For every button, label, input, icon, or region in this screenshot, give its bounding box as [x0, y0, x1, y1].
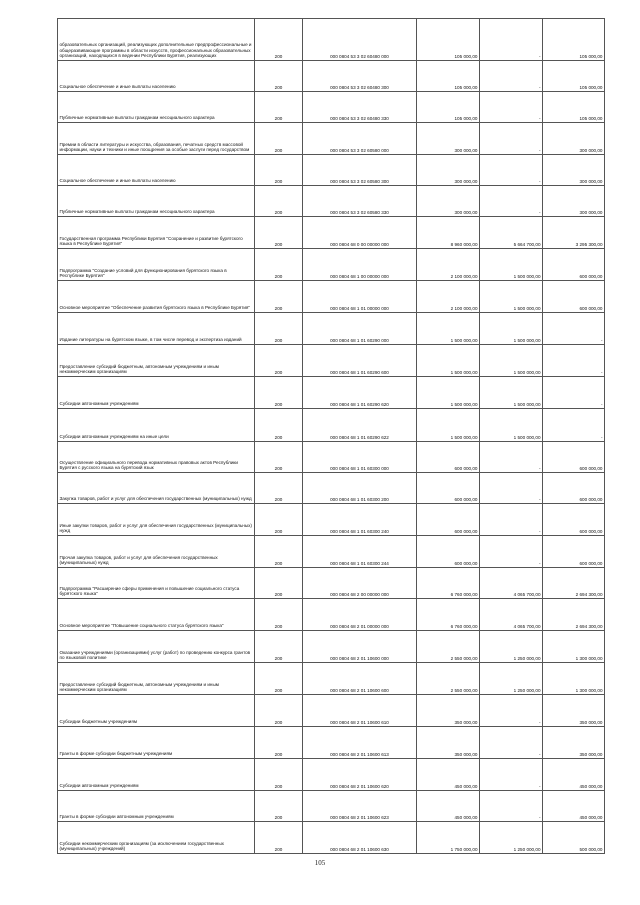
row-approved-amount: 1 500 000,00: [417, 409, 480, 442]
row-approved-amount: 2 550 000,00: [417, 663, 480, 695]
row-name-text: Закупка товаров, работ и услуг для обеспечения государственных (муниципальных) нужд: [59, 496, 252, 502]
row-executed-amount: 1 250 000,00: [480, 822, 543, 854]
row-unexecuted-amount: 600 000,00: [543, 473, 605, 504]
row-budget-code: 000 0804 53 3 02 60480 300: [303, 61, 417, 92]
row-name-text: Основное мероприятие "Повышение социального статуса бурятского языка": [59, 623, 224, 629]
row-budget-code: 000 0804 68 2 01 10600 620: [303, 759, 417, 791]
row-budget-code: 000 0804 68 1 01 60290 622: [303, 409, 417, 442]
row-unexecuted-amount: 350 000,00: [543, 727, 605, 759]
row-unexecuted-amount: 500 000,00: [543, 822, 605, 854]
row-unexecuted-amount: 600 000,00: [543, 504, 605, 536]
row-name: [58, 822, 255, 854]
row-approved-amount: 300 000,00: [417, 155, 480, 186]
row-executed-amount: -: [480, 759, 543, 791]
page-number: 105: [314, 859, 326, 867]
row-budget-code: 000 0804 53 3 02 60480 330: [303, 92, 417, 123]
row-name-text: Субсидии автономным учреждениям: [59, 783, 139, 789]
row-executed-amount: -: [480, 155, 543, 186]
row-budget-code: 000 0804 53 3 02 60580 300: [303, 155, 417, 186]
table-row: [58, 759, 605, 791]
row-executed-amount: -: [480, 186, 543, 217]
row-admin-code: 200: [255, 217, 303, 249]
row-name: [58, 19, 255, 61]
row-name-text: Осуществление официального перевода нормативных правовых актов Республики Бурятия с русского языка на бурятский язык: [59, 459, 238, 471]
row-executed-amount: 4 065 700,00: [480, 568, 543, 599]
row-name-text: Гранты в форме субсидии автономным учреждениям: [59, 814, 174, 820]
row-unexecuted-amount: 600 000,00: [543, 536, 605, 568]
row-name: [58, 568, 255, 599]
table-row: [58, 791, 605, 822]
row-executed-amount: -: [480, 92, 543, 123]
row-unexecuted-amount: 105 000,00: [543, 92, 605, 123]
row-unexecuted-amount: 105 000,00: [543, 19, 605, 61]
row-admin-code: 200: [255, 19, 303, 61]
row-admin-code: 200: [255, 663, 303, 695]
row-admin-code: 200: [255, 759, 303, 791]
row-name-text: Подпрограмма "Расширение сферы применения и повышение социального статуса бурятского языка": [59, 585, 240, 597]
row-budget-code: 000 0804 68 1 00 00000 000: [303, 249, 417, 281]
table-row: [58, 313, 605, 345]
row-executed-amount: -: [480, 123, 543, 155]
row-unexecuted-amount: 450 000,00: [543, 791, 605, 822]
row-budget-code: 000 0804 68 1 01 60290 620: [303, 377, 417, 409]
row-executed-amount: -: [480, 442, 543, 473]
row-unexecuted-amount: 2 694 300,00: [543, 599, 605, 631]
row-executed-amount: 1 500 000,00: [480, 313, 543, 345]
row-approved-amount: 1 750 000,00: [417, 822, 480, 854]
row-budget-code: 000 0804 68 1 01 60290 000: [303, 313, 417, 345]
row-name: [58, 123, 255, 155]
row-executed-amount: 1 250 000,00: [480, 663, 543, 695]
row-executed-amount: -: [480, 504, 543, 536]
row-approved-amount: 600 000,00: [417, 442, 480, 473]
row-admin-code: 200: [255, 695, 303, 727]
row-admin-code: 200: [255, 249, 303, 281]
row-name: [58, 377, 255, 409]
row-name: [58, 442, 255, 473]
row-executed-amount: -: [480, 473, 543, 504]
row-admin-code: 200: [255, 442, 303, 473]
row-name: [58, 313, 255, 345]
table-row: [58, 377, 605, 409]
row-unexecuted-amount: 300 000,00: [543, 123, 605, 155]
table-row: [58, 599, 605, 631]
row-admin-code: 200: [255, 536, 303, 568]
row-budget-code: 000 0804 68 2 01 10600 610: [303, 695, 417, 727]
row-name: [58, 504, 255, 536]
row-name: [58, 695, 255, 727]
row-executed-amount: 5 664 700,00: [480, 217, 543, 249]
row-approved-amount: 105 000,00: [417, 92, 480, 123]
row-name: [58, 155, 255, 186]
row-approved-amount: 600 000,00: [417, 536, 480, 568]
row-name-text: Издание литературы на бурятском языке, в том числе перевод и экспертиза изданий: [59, 337, 242, 343]
row-budget-code: 000 0804 68 1 01 60300 240: [303, 504, 417, 536]
row-executed-amount: -: [480, 791, 543, 822]
row-budget-code: 000 0804 68 2 00 00000 000: [303, 568, 417, 599]
row-name: [58, 536, 255, 568]
row-budget-code: 000 0804 53 3 02 60480 000: [303, 19, 417, 61]
row-unexecuted-amount: 105 000,00: [543, 61, 605, 92]
row-name: [58, 61, 255, 92]
row-name: [58, 409, 255, 442]
table-row: [58, 123, 605, 155]
row-approved-amount: 6 760 000,00: [417, 599, 480, 631]
row-unexecuted-amount: -: [543, 377, 605, 409]
table-row: [58, 663, 605, 695]
row-admin-code: 200: [255, 186, 303, 217]
row-name-text: образовательных организаций, реализующих дополнительные предпрофессиональные и общеразвивающие программы в области искусств, профессиональных образовательных организаций, находящихся в ведении Республики Бурятия, реализующих: [59, 42, 252, 59]
table-row: [58, 631, 605, 663]
table-row: [58, 186, 605, 217]
row-budget-code: 000 0804 68 2 01 10600 623: [303, 791, 417, 822]
row-executed-amount: 1 500 000,00: [480, 249, 543, 281]
row-admin-code: 200: [255, 727, 303, 759]
row-executed-amount: 1 500 000,00: [480, 281, 543, 313]
row-name: [58, 791, 255, 822]
table-row: [58, 281, 605, 313]
row-name: [58, 727, 255, 759]
row-approved-amount: 350 000,00: [417, 727, 480, 759]
table-row: [58, 61, 605, 92]
table-row: [58, 727, 605, 759]
table-row: [58, 568, 605, 599]
row-name: [58, 631, 255, 663]
row-approved-amount: 105 000,00: [417, 19, 480, 61]
row-approved-amount: 2 550 000,00: [417, 631, 480, 663]
table-row: [58, 536, 605, 568]
row-unexecuted-amount: 350 000,00: [543, 695, 605, 727]
row-approved-amount: 1 500 000,00: [417, 313, 480, 345]
row-budget-code: 000 0804 68 1 01 60300 200: [303, 473, 417, 504]
row-budget-code: 000 0804 68 2 01 10600 000: [303, 631, 417, 663]
row-unexecuted-amount: 1 300 000,00: [543, 631, 605, 663]
row-name-text: Субсидии бюджетным учреждениям: [59, 719, 138, 725]
row-admin-code: 200: [255, 92, 303, 123]
row-approved-amount: 350 000,00: [417, 695, 480, 727]
row-executed-amount: -: [480, 536, 543, 568]
table-row: [58, 695, 605, 727]
row-name-text: Подпрограмма "Создание условий для функционирования бурятского языка в Республике Бурятия": [59, 267, 227, 279]
row-name-text: Гранты в форме субсидии бюджетным учреждениям: [59, 751, 173, 757]
row-executed-amount: -: [480, 727, 543, 759]
row-approved-amount: 2 100 000,00: [417, 249, 480, 281]
row-budget-code: 000 0804 68 2 01 00000 000: [303, 599, 417, 631]
row-name-text: Основное мероприятие "Обеспечение развития бурятского языка в Республике Бурятия": [59, 305, 250, 311]
row-executed-amount: 1 250 000,00: [480, 631, 543, 663]
row-approved-amount: 1 500 000,00: [417, 345, 480, 377]
row-unexecuted-amount: 2 694 300,00: [543, 568, 605, 599]
row-approved-amount: 300 000,00: [417, 186, 480, 217]
row-name: [58, 217, 255, 249]
table-row: [58, 345, 605, 377]
row-name: [58, 249, 255, 281]
row-budget-code: 000 0804 68 0 00 00000 000: [303, 217, 417, 249]
row-name-text: Премии в области литературы и искусства, образования, печатных средств массовой информации, науки и техники и иные поощрения за особые заслуги перед государством: [59, 141, 250, 153]
row-admin-code: 200: [255, 599, 303, 631]
row-executed-amount: -: [480, 19, 543, 61]
row-approved-amount: 8 960 000,00: [417, 217, 480, 249]
row-executed-amount: -: [480, 61, 543, 92]
row-unexecuted-amount: 600 000,00: [543, 281, 605, 313]
table-row: [58, 155, 605, 186]
row-admin-code: 200: [255, 313, 303, 345]
row-name-text: Государственная программа Республики Бурятия "Сохранение и развитие бурятского языка в Республике Бурятия": [59, 235, 243, 247]
row-unexecuted-amount: 450 000,00: [543, 759, 605, 791]
row-admin-code: 200: [255, 377, 303, 409]
row-name-text: Субсидии автономным учреждениям на иные цели: [59, 434, 169, 440]
table-row: [58, 19, 605, 61]
table-row: [58, 92, 605, 123]
row-name: [58, 92, 255, 123]
row-admin-code: 200: [255, 61, 303, 92]
row-name-text: Иные закупки товаров, работ и услуг для обеспечения государственных (муниципальных) нужд: [59, 522, 252, 534]
row-admin-code: 200: [255, 409, 303, 442]
table-row: [58, 822, 605, 854]
row-unexecuted-amount: -: [543, 409, 605, 442]
row-name: [58, 345, 255, 377]
row-budget-code: 000 0804 53 3 02 60580 000: [303, 123, 417, 155]
row-name-text: Субсидии автономным учреждениям: [59, 401, 139, 407]
row-name-text: Прочая закупка товаров, работ и услуг для обеспечения государственных (муниципальных) нужд: [59, 554, 218, 566]
row-name: [58, 663, 255, 695]
table-row: [58, 473, 605, 504]
row-admin-code: 200: [255, 123, 303, 155]
row-executed-amount: 1 500 000,00: [480, 345, 543, 377]
table-row: [58, 504, 605, 536]
row-name-text: Субсидии некоммерческим организациям (за исключением государственных (муниципальных) учреждений): [59, 840, 224, 852]
row-name-text: Социальное обеспечение и иные выплаты населению: [59, 178, 176, 184]
row-executed-amount: 4 065 700,00: [480, 599, 543, 631]
row-approved-amount: 600 000,00: [417, 473, 480, 504]
row-approved-amount: 2 100 000,00: [417, 281, 480, 313]
row-unexecuted-amount: 600 000,00: [543, 442, 605, 473]
row-name-text: Предоставление субсидий бюджетным, автономным учреждениям и иным некоммерческим организациям: [59, 681, 219, 693]
row-name: [58, 759, 255, 791]
row-admin-code: 200: [255, 631, 303, 663]
row-admin-code: 200: [255, 155, 303, 186]
table-row: [58, 409, 605, 442]
table-row: [58, 217, 605, 249]
row-executed-amount: 1 500 000,00: [480, 377, 543, 409]
row-name-text: Публичные нормативные выплаты гражданам несоциального характера: [59, 115, 215, 121]
row-unexecuted-amount: 300 000,00: [543, 155, 605, 186]
table-row: [58, 442, 605, 473]
row-approved-amount: 105 000,00: [417, 61, 480, 92]
row-admin-code: 200: [255, 504, 303, 536]
row-approved-amount: 300 000,00: [417, 123, 480, 155]
row-admin-code: 200: [255, 568, 303, 599]
row-name: [58, 281, 255, 313]
row-admin-code: 200: [255, 822, 303, 854]
row-name-text: Предоставление субсидий бюджетным, автономным учреждениям и иным некоммерческим организациям: [59, 363, 219, 375]
row-approved-amount: 450 000,00: [417, 791, 480, 822]
row-name: [58, 473, 255, 504]
row-unexecuted-amount: -: [543, 313, 605, 345]
budget-execution-table: [57, 18, 605, 854]
row-approved-amount: 1 500 000,00: [417, 377, 480, 409]
row-name-text: Публичные нормативные выплаты гражданам несоциального характера: [59, 209, 215, 215]
row-unexecuted-amount: 600 000,00: [543, 249, 605, 281]
row-executed-amount: -: [480, 695, 543, 727]
row-approved-amount: 600 000,00: [417, 504, 480, 536]
row-budget-code: 000 0804 68 2 01 10600 613: [303, 727, 417, 759]
row-budget-code: 000 0804 68 2 01 10600 600: [303, 663, 417, 695]
row-admin-code: 200: [255, 473, 303, 504]
row-admin-code: 200: [255, 791, 303, 822]
row-budget-code: 000 0804 68 1 01 60290 600: [303, 345, 417, 377]
row-unexecuted-amount: 300 000,00: [543, 186, 605, 217]
row-budget-code: 000 0804 68 1 01 00000 000: [303, 281, 417, 313]
row-name: [58, 599, 255, 631]
row-approved-amount: 450 000,00: [417, 759, 480, 791]
row-name: [58, 186, 255, 217]
row-budget-code: 000 0804 68 1 01 60300 000: [303, 442, 417, 473]
row-budget-code: 000 0804 68 2 01 10600 630: [303, 822, 417, 854]
row-approved-amount: 6 760 000,00: [417, 568, 480, 599]
row-admin-code: 200: [255, 281, 303, 313]
row-unexecuted-amount: 1 300 000,00: [543, 663, 605, 695]
row-budget-code: 000 0804 53 3 02 60580 330: [303, 186, 417, 217]
row-budget-code: 000 0804 68 1 01 60300 244: [303, 536, 417, 568]
row-unexecuted-amount: -: [543, 345, 605, 377]
row-name-text: Оказание учреждениями (организациями) услуг (работ) по проведению конкурса грантов по языковой политике: [59, 649, 251, 661]
table-row: [58, 249, 605, 281]
row-executed-amount: 1 500 000,00: [480, 409, 543, 442]
row-name-text: Социальное обеспечение и иные выплаты населению: [59, 84, 176, 90]
table-body: [58, 19, 605, 854]
row-unexecuted-amount: 3 295 300,00: [543, 217, 605, 249]
row-admin-code: 200: [255, 345, 303, 377]
